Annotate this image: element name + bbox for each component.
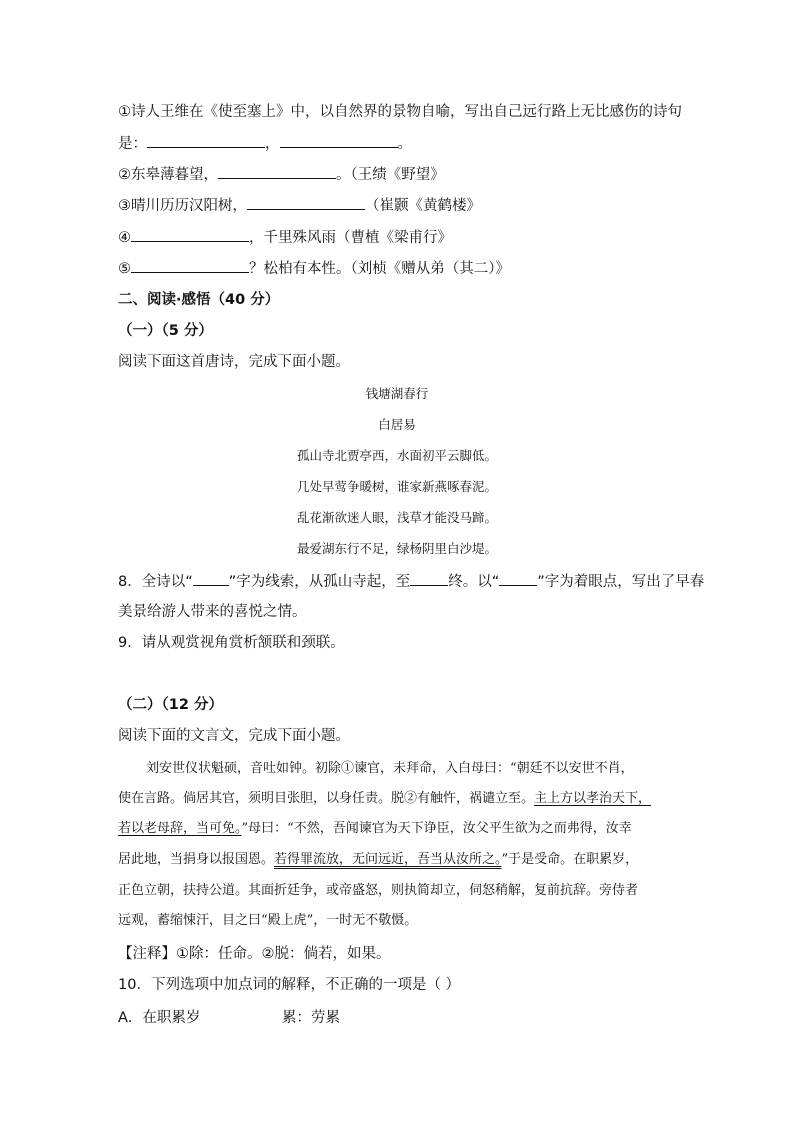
fill-in-1-period: 。 (397, 136, 412, 152)
option-a-label: A．在职累岁 (118, 1010, 201, 1026)
fill-in-4-prefix: ④ (118, 230, 131, 246)
option-a-gloss: 累：劳累 (282, 1010, 340, 1026)
fill-in-3-source: （崔颢《黄鹤楼》 (365, 198, 481, 214)
prose-text: 居此地，当捐身以报国恩。 (118, 852, 275, 867)
prose-line (118, 820, 678, 838)
poem-author: 白居易 (378, 417, 416, 432)
answer-blank[interactable] (410, 571, 448, 586)
answer-blank[interactable] (499, 571, 537, 586)
fill-in-2 (118, 164, 445, 185)
fill-in-1-answer (118, 133, 412, 154)
poem-line: 最爱湖东行不足，绿杨阴里白沙堤。 (296, 541, 497, 556)
poem-line: 乱花渐欲迷人眼，浅草才能没马蹄。 (296, 510, 497, 525)
part2-instruction: 阅读下面的文言文，完成下面小题。 (118, 728, 350, 744)
question-9: 9．请从观赏视角赏析颔联和颈联。 (118, 635, 345, 651)
poem-line: 几处早莺争暖树，谁家新燕啄春泥。 (296, 479, 497, 494)
question-10: 10．下列选项中加点词的解释，不正确的一项是（ ） (118, 977, 461, 993)
fill-in-2-prefix: ②东皋薄暮望， (118, 167, 218, 183)
prose-line: 刘安世仪状魁硕，音吐如钟。初除①谏官，未拜命，入白母曰：“朝廷不以安世不肖， (146, 761, 634, 776)
fill-in-5-source: ？松柏有本性。（刘桢《赠从弟（其二）》 (249, 261, 510, 277)
question-8 (118, 571, 704, 592)
fill-in-4-source: ，千里殊风雨（曹植《梁甫行》 (249, 230, 452, 246)
fill-in-5-prefix: ⑤ (118, 261, 131, 277)
annotation-note: 【注释】①除：任命。②脱：倘若，如果。 (118, 946, 391, 962)
part2-title: （二）（12 分） (118, 697, 223, 713)
answer-blank[interactable] (280, 133, 398, 148)
fill-in-1-text: ①诗人王维在《使至塞上》中，以自然界的景物自喻，写出自己远行路上无比感伤的诗句 (118, 104, 682, 120)
question-8-cont: 美景给游人带来的喜悦之情。 (118, 604, 307, 620)
prose-line: 正色立朝，扶持公道。其面折廷争，或帝盛怒，则执简却立，伺怒稍解，复前抗辞。旁侍者 (118, 883, 639, 898)
q8-text: 终。以“ (448, 574, 500, 590)
prose-line: 远观，蓄缩悚汗，目之曰“殿上虎”，一时无不敬慑。 (118, 913, 418, 928)
fill-in-3 (118, 195, 481, 216)
underlined-sentence: 若得罪流放，无问远近，吾当从汝所之。 (274, 852, 502, 867)
prose-text: 使在言路。倘居其官，须明目张胆，以身任责。脱②有触忤，祸谴立至。 (118, 791, 535, 806)
part1-title: （一）（5 分） (118, 323, 213, 339)
answer-blank[interactable] (147, 133, 265, 148)
q8-text: 8．全诗以“ (118, 574, 193, 590)
q8-text: ”字为着眼点，写出了早春 (537, 574, 705, 590)
answer-blank[interactable] (131, 227, 249, 242)
fill-in-1-comma: ， (265, 136, 280, 152)
answer-blank[interactable] (193, 571, 229, 586)
fill-in-4 (118, 227, 452, 248)
prose-text: ”于是受命。在职累岁， (501, 852, 639, 867)
fill-in-2-source: 。（王绩《野望》 (336, 167, 445, 183)
underlined-sentence: 若以老母辞，当可免。 (118, 821, 242, 836)
section-title: 二、阅读·感悟（40 分） (118, 292, 280, 308)
prose-text: ”母曰：“不然，吾闻谏官为天下诤臣，汝父平生欲为之而弗得，汝幸 (241, 821, 632, 836)
prose-line (118, 851, 678, 869)
fill-in-1-prefix: 是： (118, 136, 147, 152)
answer-blank[interactable] (131, 258, 249, 273)
answer-blank[interactable] (218, 164, 336, 179)
option-a[interactable] (118, 1008, 340, 1028)
answer-blank[interactable] (247, 195, 365, 210)
poem-line: 孤山寺北贾亭西，水面初平云脚低。 (296, 448, 497, 463)
prose-line (118, 790, 678, 808)
fill-in-3-prefix: ③晴川历历汉阳树， (118, 198, 247, 214)
q8-text: ”字为线索，从孤山寺起，至 (228, 574, 411, 590)
fill-in-1-intro (118, 102, 682, 122)
underlined-sentence: 主上方以孝治天下， (534, 791, 652, 806)
poem-title: 钱塘湖春行 (365, 386, 429, 401)
fill-in-5 (118, 258, 510, 279)
part1-instruction: 阅读下面这首唐诗，完成下面小题。 (118, 354, 350, 370)
